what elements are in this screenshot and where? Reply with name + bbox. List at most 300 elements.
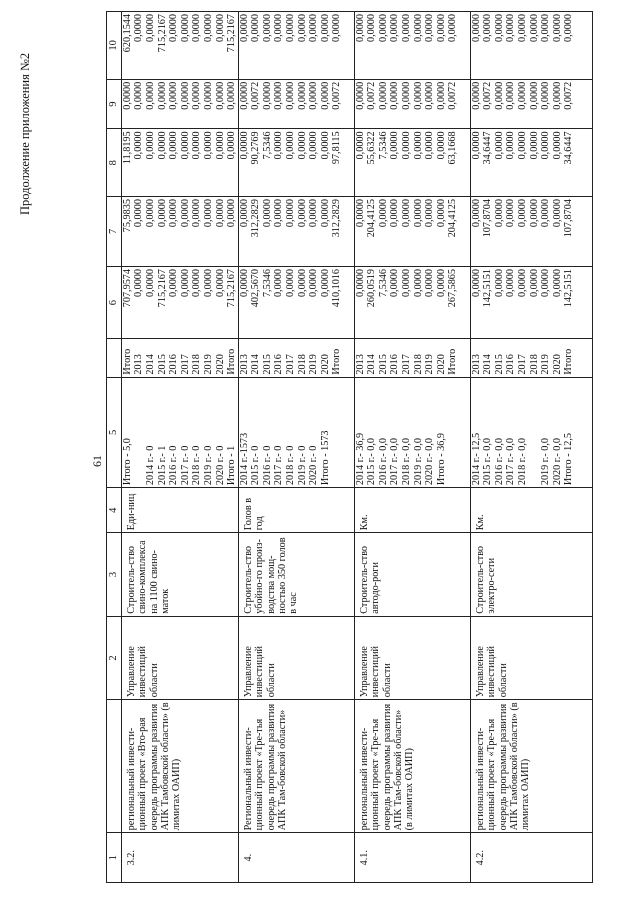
col7-cell-line: 0,0000 bbox=[179, 199, 191, 228]
table-row bbox=[470, 12, 592, 883]
col6-cell-line: 0,0000 bbox=[238, 269, 250, 298]
project-name: региональный инвести-ционный проект «Вто-рая очередь программы развития АПК Тамбовской области» (в лимитах ОАИП) bbox=[121, 700, 238, 833]
year-cell bbox=[354, 339, 470, 377]
col6-cell-line: 0,0000 bbox=[424, 269, 436, 298]
year-cell bbox=[121, 339, 238, 377]
year-cell-line: 2016 bbox=[389, 354, 401, 375]
capacity-cell-line: 2019 г.- 0 bbox=[202, 445, 214, 486]
col10-cell-line: 0,0000 bbox=[179, 14, 191, 43]
capacity-cell-line: 2018 г.- 0 bbox=[285, 445, 297, 486]
col8-cell-line: 0,0000 bbox=[285, 131, 297, 160]
col8-cell bbox=[470, 129, 592, 197]
col8-cell-line: 0,0000 bbox=[435, 131, 447, 160]
year-cell-line: 2016 bbox=[168, 354, 180, 375]
row-number: 4.1. bbox=[354, 833, 470, 883]
col10-cell-line: 715,2167 bbox=[226, 14, 238, 53]
col10-cell-line: 0,0000 bbox=[168, 14, 180, 43]
col8-cell-line: 0,0000 bbox=[540, 131, 552, 160]
col7-cell-line: 75,9835 bbox=[121, 199, 133, 233]
col9-cell-line: 0,0000 bbox=[168, 81, 180, 110]
col9-cell-line: 0,0000 bbox=[202, 81, 214, 110]
capacity-cell-line: 2015 г.- 0 bbox=[250, 445, 262, 486]
col10-cell-line: 0,0000 bbox=[540, 14, 552, 43]
year-cell-line: 2020 bbox=[551, 354, 563, 375]
capacity-cell-line: 2014 г.- 12,5 bbox=[470, 432, 482, 486]
col9-cell-line: 0,0000 bbox=[133, 81, 145, 110]
year-cell-line: 2014 bbox=[366, 354, 378, 375]
col8-cell-line: 34,6447 bbox=[482, 131, 494, 165]
year-cell-line: 2020 bbox=[214, 354, 226, 375]
capacity-cell-line: 2017 г.- 0 bbox=[273, 445, 285, 486]
continuation-title: Продолжение приложения №2 bbox=[18, 52, 32, 215]
col7-cell-line: 0,0000 bbox=[377, 199, 389, 228]
capacity-cell-line: 2016 г.- 0,0 bbox=[377, 437, 389, 486]
responsible-org: Управление инвестиций области bbox=[354, 616, 470, 699]
col8-cell-line: 0,0000 bbox=[179, 131, 191, 160]
col9-cell-line: 0,0000 bbox=[238, 81, 250, 110]
col10-cell-line: 0,0000 bbox=[296, 14, 308, 43]
col6-cell-line: 0,0000 bbox=[214, 269, 226, 298]
capacity-cell-line: 2019 г.- 0,0 bbox=[540, 437, 552, 486]
col9-cell-line: 0,0000 bbox=[401, 81, 413, 110]
col6-cell-line: 0,0000 bbox=[540, 269, 552, 298]
col9-cell-line: 0,0000 bbox=[493, 81, 505, 110]
col9-cell-line: 0,0000 bbox=[435, 81, 447, 110]
col9-cell-line: 0,0000 bbox=[308, 81, 320, 110]
col7-cell-line: 0,0000 bbox=[144, 199, 156, 228]
col7-cell-line: 0,0000 bbox=[285, 199, 297, 228]
col6-cell bbox=[354, 267, 470, 339]
col9-cell-line: 0,0000 bbox=[296, 81, 308, 110]
col-number-3: 3 bbox=[107, 533, 122, 616]
col9-cell-line: 0,0000 bbox=[261, 81, 273, 110]
responsible-org: Управление инвестиций области bbox=[238, 616, 354, 699]
col7-cell-line: 107,8704 bbox=[563, 199, 575, 238]
capacity-cell bbox=[121, 377, 238, 488]
col10-cell-line: 620,1544 bbox=[121, 14, 133, 53]
col7-cell-line: 0,0000 bbox=[470, 199, 482, 228]
col10-cell-line: 0,0000 bbox=[377, 14, 389, 43]
col8-cell-line: 0,0000 bbox=[214, 131, 226, 160]
col-number-2: 2 bbox=[107, 616, 122, 699]
col10-cell-line: 0,0000 bbox=[250, 14, 262, 43]
capacity-cell-line: 2017 г.- 0 bbox=[179, 445, 191, 486]
capacity-cell bbox=[238, 377, 354, 488]
unit: Голов в год bbox=[238, 488, 354, 533]
col6-cell-line: 0,0000 bbox=[505, 269, 517, 298]
col10-cell-line: 0,0000 bbox=[424, 14, 436, 43]
col8-cell-line: 90,2769 bbox=[250, 131, 262, 165]
col9-cell-line: 0,0000 bbox=[226, 81, 238, 110]
year-cell-line: 2015 bbox=[156, 354, 168, 375]
col10-cell-line: 0,0000 bbox=[202, 14, 214, 43]
object-name: Строитель-ство убойно-го произ-водства мощ-ностью 350 голов в час bbox=[238, 533, 354, 616]
col7-cell-line: 0,0000 bbox=[412, 199, 424, 228]
col10-cell-line: 0,0000 bbox=[447, 14, 459, 43]
col9-cell-line: 0,0000 bbox=[389, 81, 401, 110]
col7-cell-line: 204,4125 bbox=[447, 199, 459, 238]
col8-cell-line: 7,5346 bbox=[261, 131, 273, 160]
year-cell-line: 2020 bbox=[435, 354, 447, 375]
project-name: Региональный инвести-ционный проект «Тре-тья очередь программы развития АПК Там-бовской области» bbox=[238, 700, 354, 833]
col-number-8: 8 bbox=[107, 129, 122, 197]
col10-cell-line: 0,0000 bbox=[285, 14, 297, 43]
col6-cell-line: 0,0000 bbox=[517, 269, 529, 298]
col8-cell-line: 0,0000 bbox=[296, 131, 308, 160]
col9-cell-line: 0,0000 bbox=[377, 81, 389, 110]
col7-cell-line: 0,0000 bbox=[308, 199, 320, 228]
col10-cell bbox=[470, 12, 592, 80]
capacity-cell-line: 2016 г.- 0 bbox=[261, 445, 273, 486]
table-row bbox=[121, 12, 238, 883]
capacity-cell-line: 2020 г.- 0,0 bbox=[424, 437, 436, 486]
col8-cell-line: 0,0000 bbox=[168, 131, 180, 160]
col7-cell-line: 107,8704 bbox=[482, 199, 494, 238]
col9-cell-line: 0,0072 bbox=[447, 81, 459, 110]
col6-cell-line: 715,2167 bbox=[226, 269, 238, 308]
col6-cell-line: 142,5151 bbox=[563, 269, 575, 308]
col7-cell-line: 0,0000 bbox=[214, 199, 226, 228]
capacity-cell-line: 2017 г.- 0,0 bbox=[505, 437, 517, 486]
col6-cell-line: 410,1016 bbox=[331, 269, 343, 308]
col6-cell-line: 0,0000 bbox=[296, 269, 308, 298]
col6-cell-line: 0,0000 bbox=[354, 269, 366, 298]
capacity-cell-line: Итого - 5,0 bbox=[121, 438, 133, 486]
year-cell-line: 2018 bbox=[296, 354, 308, 375]
col7-cell-line: 0,0000 bbox=[191, 199, 203, 228]
capacity-cell-line: 2015 г.- 1 bbox=[156, 445, 168, 486]
col8-cell-line: 11,8195 bbox=[121, 131, 133, 165]
capacity-cell-line bbox=[529, 380, 541, 486]
year-cell bbox=[238, 339, 354, 377]
year-cell-line: Итого bbox=[226, 348, 238, 375]
col10-cell-line: 0,0000 bbox=[528, 14, 540, 43]
capacity-cell-line: 2015 г.- 0,0 bbox=[482, 437, 494, 486]
col7-cell-line: 0,0000 bbox=[354, 199, 366, 228]
col8-cell-line: 7,5346 bbox=[377, 131, 389, 160]
capacity-cell bbox=[470, 377, 592, 488]
col6-cell-line: 267,5865 bbox=[447, 269, 459, 308]
col7-cell-line: 0,0000 bbox=[540, 199, 552, 228]
object-name: Строитель-ство электро-сети bbox=[470, 533, 592, 616]
year-cell-line: 2014 bbox=[250, 354, 262, 375]
col7-cell bbox=[121, 197, 238, 267]
col-number-6: 6 bbox=[107, 267, 122, 339]
col9-cell-line: 0,0000 bbox=[517, 81, 529, 110]
col8-cell-line: 0,0000 bbox=[517, 131, 529, 160]
year-cell-line: 2016 bbox=[505, 354, 517, 375]
year-cell-line: 2013 bbox=[133, 354, 145, 375]
capacity-cell-line: 2020 г.- 0 bbox=[308, 445, 320, 486]
col-number-1: 1 bbox=[107, 833, 122, 883]
year-cell-line: 2013 bbox=[354, 354, 366, 375]
col10-cell-line: 0,0000 bbox=[493, 14, 505, 43]
col-year bbox=[107, 339, 122, 377]
year-cell-line: 2017 bbox=[179, 354, 191, 375]
col6-cell-line: 0,0000 bbox=[191, 269, 203, 298]
col9-cell-line: 0,0072 bbox=[482, 81, 494, 110]
col9-cell-line: 0,0000 bbox=[191, 81, 203, 110]
capacity-cell-line: 2020 г.- 0,0 bbox=[551, 437, 563, 486]
column-number-row bbox=[107, 12, 122, 883]
col10-cell-line: 0,0000 bbox=[273, 14, 285, 43]
col7-cell-line: 312,2829 bbox=[250, 199, 262, 238]
col6-cell-line: 0,0000 bbox=[412, 269, 424, 298]
col8-cell-line: 0,0000 bbox=[389, 131, 401, 160]
col6-cell-line: 0,0000 bbox=[470, 269, 482, 298]
capacity-cell-line: Итого - 12,5 bbox=[563, 433, 575, 486]
col10-cell bbox=[354, 12, 470, 80]
col8-cell-line: 0,0000 bbox=[308, 131, 320, 160]
year-cell-line: 2015 bbox=[261, 354, 273, 375]
col8-cell-line: 0,0000 bbox=[156, 131, 168, 160]
year-cell-line: 2014 bbox=[482, 354, 494, 375]
year-cell-line: 2018 bbox=[191, 354, 203, 375]
col9-cell-line: 0,0000 bbox=[156, 81, 168, 110]
col7-cell-line: 0,0000 bbox=[296, 199, 308, 228]
col8-cell-line: 0,0000 bbox=[470, 131, 482, 160]
col9-cell-line: 0,0000 bbox=[319, 81, 331, 110]
col6-cell-line: 0,0000 bbox=[551, 269, 563, 298]
col8-cell-line: 0,0000 bbox=[273, 131, 285, 160]
col10-cell-line: 0,0000 bbox=[412, 14, 424, 43]
col10-cell-line: 0,0000 bbox=[261, 14, 273, 43]
col6-cell-line: 0,0000 bbox=[202, 269, 214, 298]
col10-cell-line: 0,0000 bbox=[214, 14, 226, 43]
col8-cell-line: 0,0000 bbox=[191, 131, 203, 160]
col6-cell-line: 0,0000 bbox=[308, 269, 320, 298]
capacity-cell-line: Итого - 36,9 bbox=[435, 433, 447, 486]
col9-cell bbox=[121, 79, 238, 129]
col6-cell-line: 142,5151 bbox=[482, 269, 494, 308]
col9-cell-line: 0,0000 bbox=[144, 81, 156, 110]
col9-cell-line: 0,0000 bbox=[214, 81, 226, 110]
capacity-cell-line: 2017 г.- 0,0 bbox=[389, 437, 401, 486]
col6-cell-line: 0,0000 bbox=[389, 269, 401, 298]
capacity-cell-line: 2018 г.- 0 bbox=[191, 445, 203, 486]
year-cell-line: 2013 bbox=[470, 354, 482, 375]
col10-cell-line: 0,0000 bbox=[482, 14, 494, 43]
col6-cell bbox=[121, 267, 238, 339]
unit: Еди-ниц bbox=[121, 488, 238, 533]
capacity-cell-line: 2014 г.- 36,9 bbox=[354, 432, 366, 486]
capacity-cell-line: 2018 г.- 0,0 bbox=[517, 437, 529, 486]
col-number-1-text bbox=[107, 700, 122, 833]
col7-cell-line: 0,0000 bbox=[528, 199, 540, 228]
table-row bbox=[354, 12, 470, 883]
col10-cell-line: 0,0000 bbox=[563, 14, 575, 43]
col10-cell-line: 0,0000 bbox=[517, 14, 529, 43]
col6-cell-line: 0,0000 bbox=[493, 269, 505, 298]
year-cell-line: 2019 bbox=[424, 354, 436, 375]
col10-cell-line: 0,0000 bbox=[470, 14, 482, 43]
col10-cell-line: 0,0000 bbox=[191, 14, 203, 43]
year-cell-line: 2018 bbox=[528, 354, 540, 375]
col9-cell bbox=[238, 79, 354, 129]
col9-cell-line: 0,0000 bbox=[540, 81, 552, 110]
capacity-cell bbox=[354, 377, 470, 488]
col6-cell-line: 0,0000 bbox=[528, 269, 540, 298]
col7-cell-line: 312,2829 bbox=[331, 199, 343, 238]
col9-cell bbox=[470, 79, 592, 129]
col8-cell-line: 0,0000 bbox=[144, 131, 156, 160]
col9-cell-line: 0,0000 bbox=[285, 81, 297, 110]
col6-cell-line: 0,0000 bbox=[401, 269, 413, 298]
col-number-10: 10 bbox=[107, 12, 122, 80]
col7-cell bbox=[470, 197, 592, 267]
col6-cell-line: 0,0000 bbox=[179, 269, 191, 298]
col8-cell-line: 63,1668 bbox=[447, 131, 459, 165]
col7-cell-line: 0,0000 bbox=[226, 199, 238, 228]
col10-cell-line: 0,0000 bbox=[144, 14, 156, 43]
investment-table bbox=[106, 11, 593, 883]
object-name: Строитель-ство свино-комплекса на 1100 свино-маток bbox=[121, 533, 238, 616]
col6-cell-line: 0,0000 bbox=[133, 269, 145, 298]
year-cell-line: Итого bbox=[331, 348, 343, 375]
year-cell-line: 2016 bbox=[273, 354, 285, 375]
col8-cell-line: 34,6447 bbox=[563, 131, 575, 165]
object-name: Строитель-ство автодо-роги bbox=[354, 533, 470, 616]
col6-cell-line: 707,9574 bbox=[121, 269, 133, 308]
responsible-org: Управление инвестиций области bbox=[470, 616, 592, 699]
col6-cell-line: 0,0000 bbox=[435, 269, 447, 298]
col7-cell-line: 0,0000 bbox=[435, 199, 447, 228]
col9-cell-line: 0,0072 bbox=[331, 81, 343, 110]
year-cell-line: 2017 bbox=[285, 354, 297, 375]
col10-cell-line: 0,0000 bbox=[133, 14, 145, 43]
col6-cell-line: 0,0000 bbox=[285, 269, 297, 298]
col8-cell-line: 0,0000 bbox=[133, 131, 145, 160]
col10-cell-line: 0,0000 bbox=[505, 14, 517, 43]
col9-cell-line: 0,0000 bbox=[354, 81, 366, 110]
col8-cell bbox=[238, 129, 354, 197]
year-cell-line: Итого bbox=[447, 348, 459, 375]
col8-cell bbox=[121, 129, 238, 197]
col8-cell-line: 0,0000 bbox=[226, 131, 238, 160]
capacity-cell-line: 2014 г.-1573 bbox=[238, 432, 250, 486]
col8-cell-line: 0,0000 bbox=[528, 131, 540, 160]
year-cell-line: 2019 bbox=[202, 354, 214, 375]
col8-cell-line: 0,0000 bbox=[551, 131, 563, 160]
capacity-cell-line: 2019 г.- 0,0 bbox=[412, 437, 424, 486]
col10-cell-line: 0,0000 bbox=[238, 14, 250, 43]
col8-cell-line: 0,0000 bbox=[202, 131, 214, 160]
col7-cell-line: 0,0000 bbox=[238, 199, 250, 228]
year-cell bbox=[470, 339, 592, 377]
col7-cell-line: 0,0000 bbox=[202, 199, 214, 228]
year-cell-line: 2015 bbox=[377, 354, 389, 375]
col10-cell-line: 0,0000 bbox=[319, 14, 331, 43]
col9-cell-line: 0,0072 bbox=[250, 81, 262, 110]
year-cell-line: 2013 bbox=[238, 354, 250, 375]
capacity-cell-line: 2015 г.- 0,0 bbox=[366, 437, 378, 486]
col8-cell-line: 0,0000 bbox=[354, 131, 366, 160]
col7-cell-line: 0,0000 bbox=[551, 199, 563, 228]
col8-cell-line: 0,0000 bbox=[238, 131, 250, 160]
col7-cell-line: 0,0000 bbox=[493, 199, 505, 228]
year-cell-line: 2014 bbox=[144, 354, 156, 375]
row-number: 4. bbox=[238, 833, 354, 883]
col7-cell bbox=[238, 197, 354, 267]
col6-cell-line: 715,2167 bbox=[156, 269, 168, 308]
col10-cell-line: 0,0000 bbox=[389, 14, 401, 43]
capacity-cell-line: 2014 г.- 0 bbox=[144, 445, 156, 486]
col7-cell-line: 0,0000 bbox=[517, 199, 529, 228]
col6-cell-line: 402,5670 bbox=[250, 269, 262, 308]
year-cell-line: 2018 bbox=[412, 354, 424, 375]
col8-cell-line: 0,0000 bbox=[319, 131, 331, 160]
capacity-cell-line: 2016 г.- 0 bbox=[168, 445, 180, 486]
col7-cell-line: 0,0000 bbox=[505, 199, 517, 228]
capacity-cell-line: 2018 г.- 0,0 bbox=[401, 437, 413, 486]
col7-cell-line: 204,4125 bbox=[366, 199, 378, 238]
col6-cell-line: 7,5346 bbox=[261, 269, 273, 298]
col10-cell bbox=[121, 12, 238, 80]
col7-cell-line: 0,0000 bbox=[319, 199, 331, 228]
col6-cell bbox=[470, 267, 592, 339]
col7-cell bbox=[354, 197, 470, 267]
capacity-cell-line: Итого - 1 bbox=[226, 445, 238, 486]
col9-cell-line: 0,0072 bbox=[563, 81, 575, 110]
year-cell-line: 2020 bbox=[319, 354, 331, 375]
year-cell-line: Итого bbox=[121, 348, 133, 375]
col8-cell-line: 0,0000 bbox=[424, 131, 436, 160]
col9-cell-line: 0,0072 bbox=[366, 81, 378, 110]
col7-cell-line: 0,0000 bbox=[389, 199, 401, 228]
col-number-5: 5 bbox=[107, 377, 122, 488]
year-cell-line: 2017 bbox=[517, 354, 529, 375]
col9-cell-line: 0,0000 bbox=[470, 81, 482, 110]
capacity-cell-line: 2020 г.- 0 bbox=[214, 445, 226, 486]
col9-cell-line: 0,0000 bbox=[528, 81, 540, 110]
year-cell-line: 2019 bbox=[308, 354, 320, 375]
year-cell-line: Итого bbox=[563, 348, 575, 375]
col6-cell-line: 0,0000 bbox=[319, 269, 331, 298]
table-row bbox=[238, 12, 354, 883]
col8-cell bbox=[354, 129, 470, 197]
row-number: 4.2. bbox=[470, 833, 592, 883]
col7-cell-line: 0,0000 bbox=[273, 199, 285, 228]
col10-cell-line: 0,0000 bbox=[435, 14, 447, 43]
table-body bbox=[121, 12, 592, 883]
col8-cell-line: 0,0000 bbox=[505, 131, 517, 160]
col6-cell-line: 260,0519 bbox=[366, 269, 378, 308]
page-number: 61 bbox=[90, 455, 104, 467]
col10-cell-line: 0,0000 bbox=[551, 14, 563, 43]
col9-cell bbox=[354, 79, 470, 129]
col7-cell-line: 0,0000 bbox=[401, 199, 413, 228]
col8-cell-line: 0,0000 bbox=[401, 131, 413, 160]
col9-cell-line: 0,0000 bbox=[551, 81, 563, 110]
col6-cell bbox=[238, 267, 354, 339]
year-cell-line: 2015 bbox=[493, 354, 505, 375]
row-number: 3.2. bbox=[121, 833, 238, 883]
col10-cell bbox=[238, 12, 354, 80]
year-cell-line: 2017 bbox=[401, 354, 413, 375]
col6-cell-line: 0,0000 bbox=[168, 269, 180, 298]
project-name: региональный инвести-ционный проект «Тре-тья очередь программы развития АПК Тамбовской области» (в лимитах ОАИП) bbox=[470, 700, 592, 833]
col9-cell-line: 0,0000 bbox=[424, 81, 436, 110]
col8-cell-line: 0,0000 bbox=[493, 131, 505, 160]
col10-cell-line: 0,0000 bbox=[308, 14, 320, 43]
unit: Км. bbox=[470, 488, 592, 533]
col-number-4: 4 bbox=[107, 488, 122, 533]
col7-cell-line: 0,0000 bbox=[424, 199, 436, 228]
col10-cell-line: 0,0000 bbox=[331, 14, 343, 43]
col10-cell-line: 715,2167 bbox=[156, 14, 168, 53]
col6-cell-line: 0,0000 bbox=[273, 269, 285, 298]
capacity-cell-line bbox=[133, 380, 145, 486]
